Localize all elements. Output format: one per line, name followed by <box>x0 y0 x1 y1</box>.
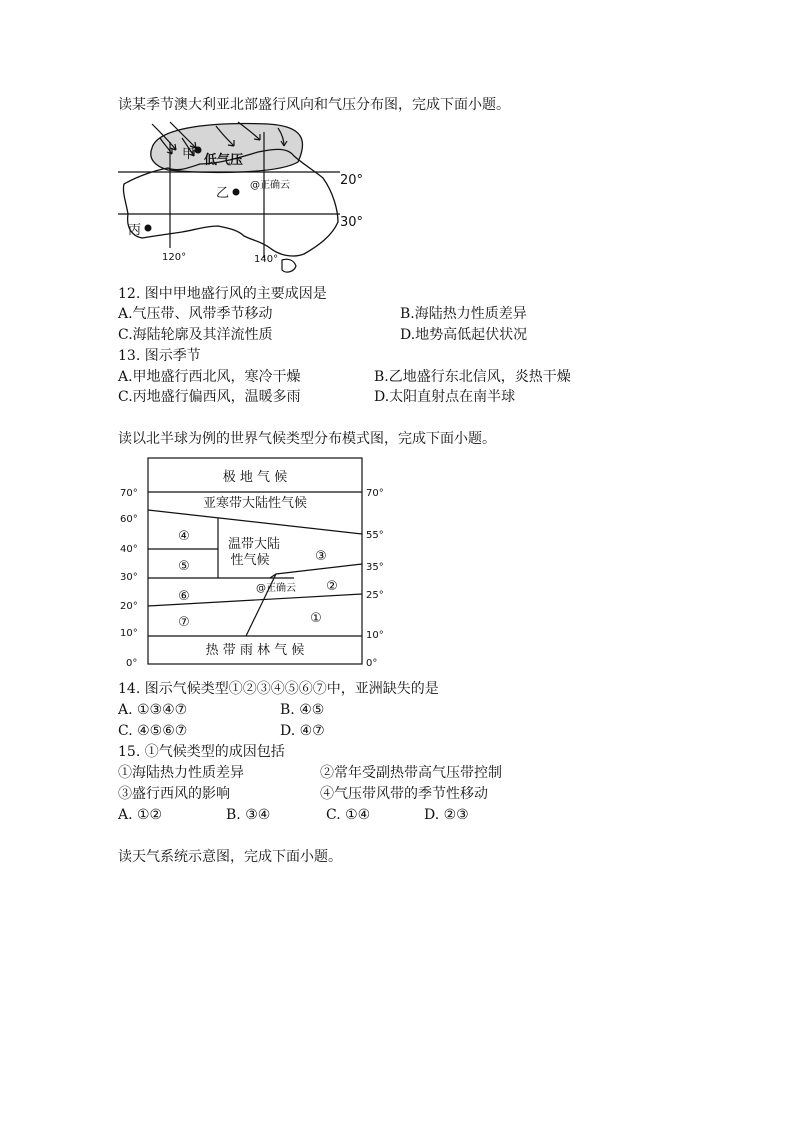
left-tick-20: 20° <box>120 601 138 612</box>
intro-australia: 读某季节澳大利亚北部盛行风向和气压分布图，完成下面小题。 <box>118 97 510 113</box>
cell-3: ③ <box>315 549 327 564</box>
cell-polar: 极 地 气 候 <box>222 470 288 485</box>
cell-subarctic: 亚寒带大陆性气候 <box>202 496 308 511</box>
q14-option-b: B. ④⑤ <box>280 702 325 718</box>
label-lat-20: 20° <box>340 173 364 188</box>
cell-temperate-2: 性气候 <box>230 553 270 568</box>
q15-option-d: D. ②③ <box>424 807 469 823</box>
q13-option-a: A.甲地盛行西北风，寒冷干燥 <box>118 369 301 385</box>
left-tick-0: 0° <box>126 658 138 669</box>
right-tick-0: 0° <box>366 658 378 669</box>
climate-distribution-diagram <box>116 454 406 672</box>
cell-6: ⑥ <box>178 589 190 604</box>
label-yi: 乙 <box>216 186 230 201</box>
left-tick-40: 40° <box>120 544 138 555</box>
q12-option-a: A.气压带、风带季节移动 <box>118 306 273 322</box>
point-yi-dot <box>233 189 240 196</box>
q12-stem: 12. 图中甲地盛行风的主要成因是 <box>118 286 327 302</box>
q14-stem: 14. 图示气候类型①②③④⑤⑥⑦中，亚洲缺失的是 <box>118 681 439 697</box>
label-lat-30: 30° <box>340 215 364 230</box>
cell-rainforest: 热 带 雨 林 气 候 <box>205 643 305 658</box>
right-tick-25: 25° <box>366 590 384 601</box>
q15-statement-3: ③盛行西风的影响 <box>118 786 230 802</box>
intro-climate: 读以北半球为例的世界气候类型分布模式图，完成下面小题。 <box>118 431 496 447</box>
cell-4: ④ <box>178 529 190 544</box>
q15-statement-4: ④气压带风带的季节性移动 <box>320 786 488 802</box>
left-tick-70: 70° <box>120 488 138 499</box>
q14-option-d: D. ④⑦ <box>280 723 325 739</box>
q14-option-a: A. ①③④⑦ <box>118 702 188 718</box>
q12-option-b: B.海陆热力性质差异 <box>400 306 527 322</box>
q12-option-c: C.海陆轮廓及其洋流性质 <box>118 327 273 343</box>
q13-option-d: D.太阳直射点在南半球 <box>374 389 516 405</box>
australia-wind-map <box>118 118 368 278</box>
map-watermark: @正确云 <box>250 180 290 191</box>
label-lon-140: 140° <box>254 254 279 265</box>
right-tick-70: 70° <box>366 488 384 499</box>
left-tick-10: 10° <box>120 628 138 639</box>
cell-2: ② <box>326 579 338 594</box>
q15-statement-2: ②常年受副热带高气压带控制 <box>320 765 502 781</box>
left-tick-60: 60° <box>120 514 138 525</box>
cell-temperate-1: 温带大陆 <box>227 537 281 552</box>
q13-stem: 13. 图示季节 <box>118 348 201 364</box>
q12-option-d: D.地势高低起伏状况 <box>400 327 528 343</box>
point-jia-dot <box>195 147 202 154</box>
q15-option-b: B. ③④ <box>226 807 271 823</box>
right-tick-55: 55° <box>366 530 384 541</box>
left-tick-30: 30° <box>120 572 138 583</box>
q15-option-c: C. ①④ <box>326 807 371 823</box>
q15-option-a: A. ①② <box>118 807 163 823</box>
cell-7: ⑦ <box>178 615 190 630</box>
q14-option-c: C. ④⑤⑥⑦ <box>118 723 188 739</box>
right-tick-10: 10° <box>366 630 384 641</box>
label-lon-120: 120° <box>162 252 187 263</box>
right-tick-35: 35° <box>366 562 384 573</box>
cell-5: ⑤ <box>178 559 190 574</box>
q13-option-c: C.丙地盛行偏西风，温暖多雨 <box>118 389 301 405</box>
label-jia: 甲 <box>182 147 196 162</box>
intro-weather: 读天气系统示意图，完成下面小题。 <box>118 849 342 865</box>
point-bing-dot <box>145 225 152 232</box>
q15-stem: 15. ①气候类型的成因包括 <box>118 744 285 760</box>
label-bing: 丙 <box>128 223 142 238</box>
q13-option-b: B.乙地盛行东北信风，炎热干燥 <box>374 369 571 385</box>
diagram-watermark: @正确云 <box>256 583 296 594</box>
cell-1: ① <box>310 611 322 626</box>
q15-statement-1: ①海陆热力性质差异 <box>118 765 244 781</box>
label-low-pressure: 低气压 <box>204 153 244 168</box>
